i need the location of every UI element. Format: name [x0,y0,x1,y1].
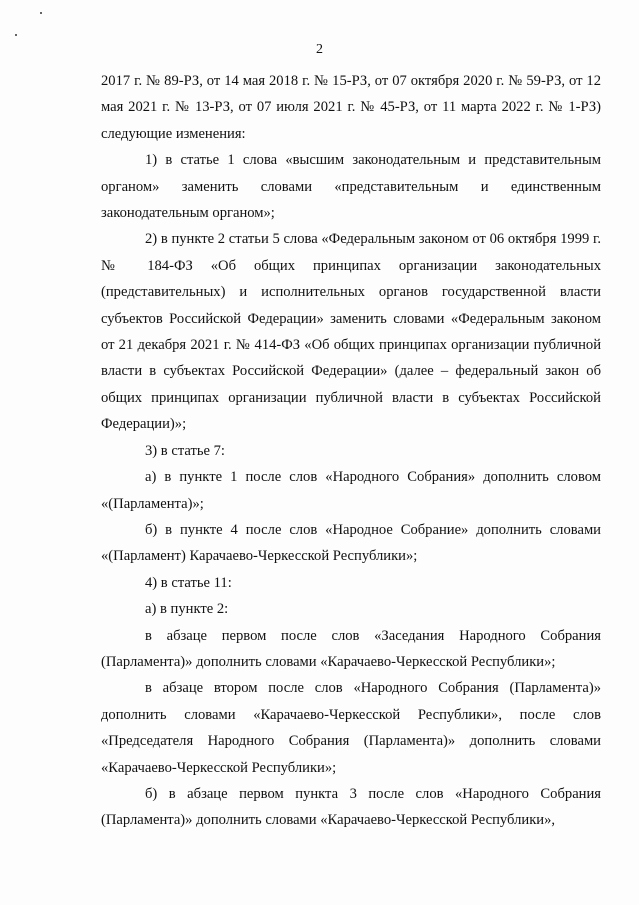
scan-speck [15,34,17,36]
paragraph-item-4b: б) в абзаце первом пункта 3 после слов «Народного Собрания (Парламента)» дополнить словами «Карачаево-Черкесской Республики», [101,785,601,829]
paragraph-item-4: 4) в статье 11: [145,574,232,591]
paragraph-item-4a: а) в пункте 2: [145,601,229,618]
document-body [101,68,601,834]
paragraph-item-1: 1) в статье 1 слова «высшим законодательным и представительным органом» заменить словами «представительным и единственным законодательным органом»; [101,152,601,222]
page-number: 2 [316,42,323,57]
paragraph-item-2: 2) в пункте 2 статьи 5 слова «Федеральным законом от 06 октября 1999 г. № 184-ФЗ «Об общих принципах организации законодательных (представительных) и исполнительных органов государственной власти субъектов Российской Федерации» заменить словами «Федеральным законом от 21 декабря 2021 г. № 414-ФЗ «Об общих принципах организации публичной власти в субъектах Российской Федерации» (далее – федеральный закон об общих принципах организации публичной власти в субъектах Российской Федерации)»; [101,231,601,433]
scan-speck [40,12,42,14]
paragraph-item-3b: б) в пункте 4 после слов «Народное Собрание» дополнить словами «(Парламент) Карачаево-Черкесской Республики»; [101,521,601,565]
paragraph-item-3a: а) в пункте 1 после слов «Народного Собрания» дополнить словом «(Парламента)»; [101,469,601,512]
paragraph-continuation: 2017 г. № 89-РЗ, от 14 мая 2018 г. № 15-РЗ, от 07 октября 2020 г. № 59-РЗ, от 12 мая 2021 г. № 13-РЗ, от 07 июля 2021 г. № 45-РЗ, от 11 марта 2022 г. № 1-РЗ) следующие изменения: [101,73,601,142]
paragraph-item-4a-2: в абзаце втором после слов «Народного Собрания (Парламента)» дополнить словами «Карачаево-Черкесской Республики», после слов «Председателя Народного Собрания (Парламента)» дополнить словами «Карачаево-Черкесской Республики»; [101,680,601,776]
paragraph-item-3: 3) в статье 7: [145,442,225,459]
paragraph-item-4a-1: в абзаце первом после слов «Заседания Народного Собрания (Парламента)» дополнить словами «Карачаево-Черкесской Республики»; [101,627,601,670]
